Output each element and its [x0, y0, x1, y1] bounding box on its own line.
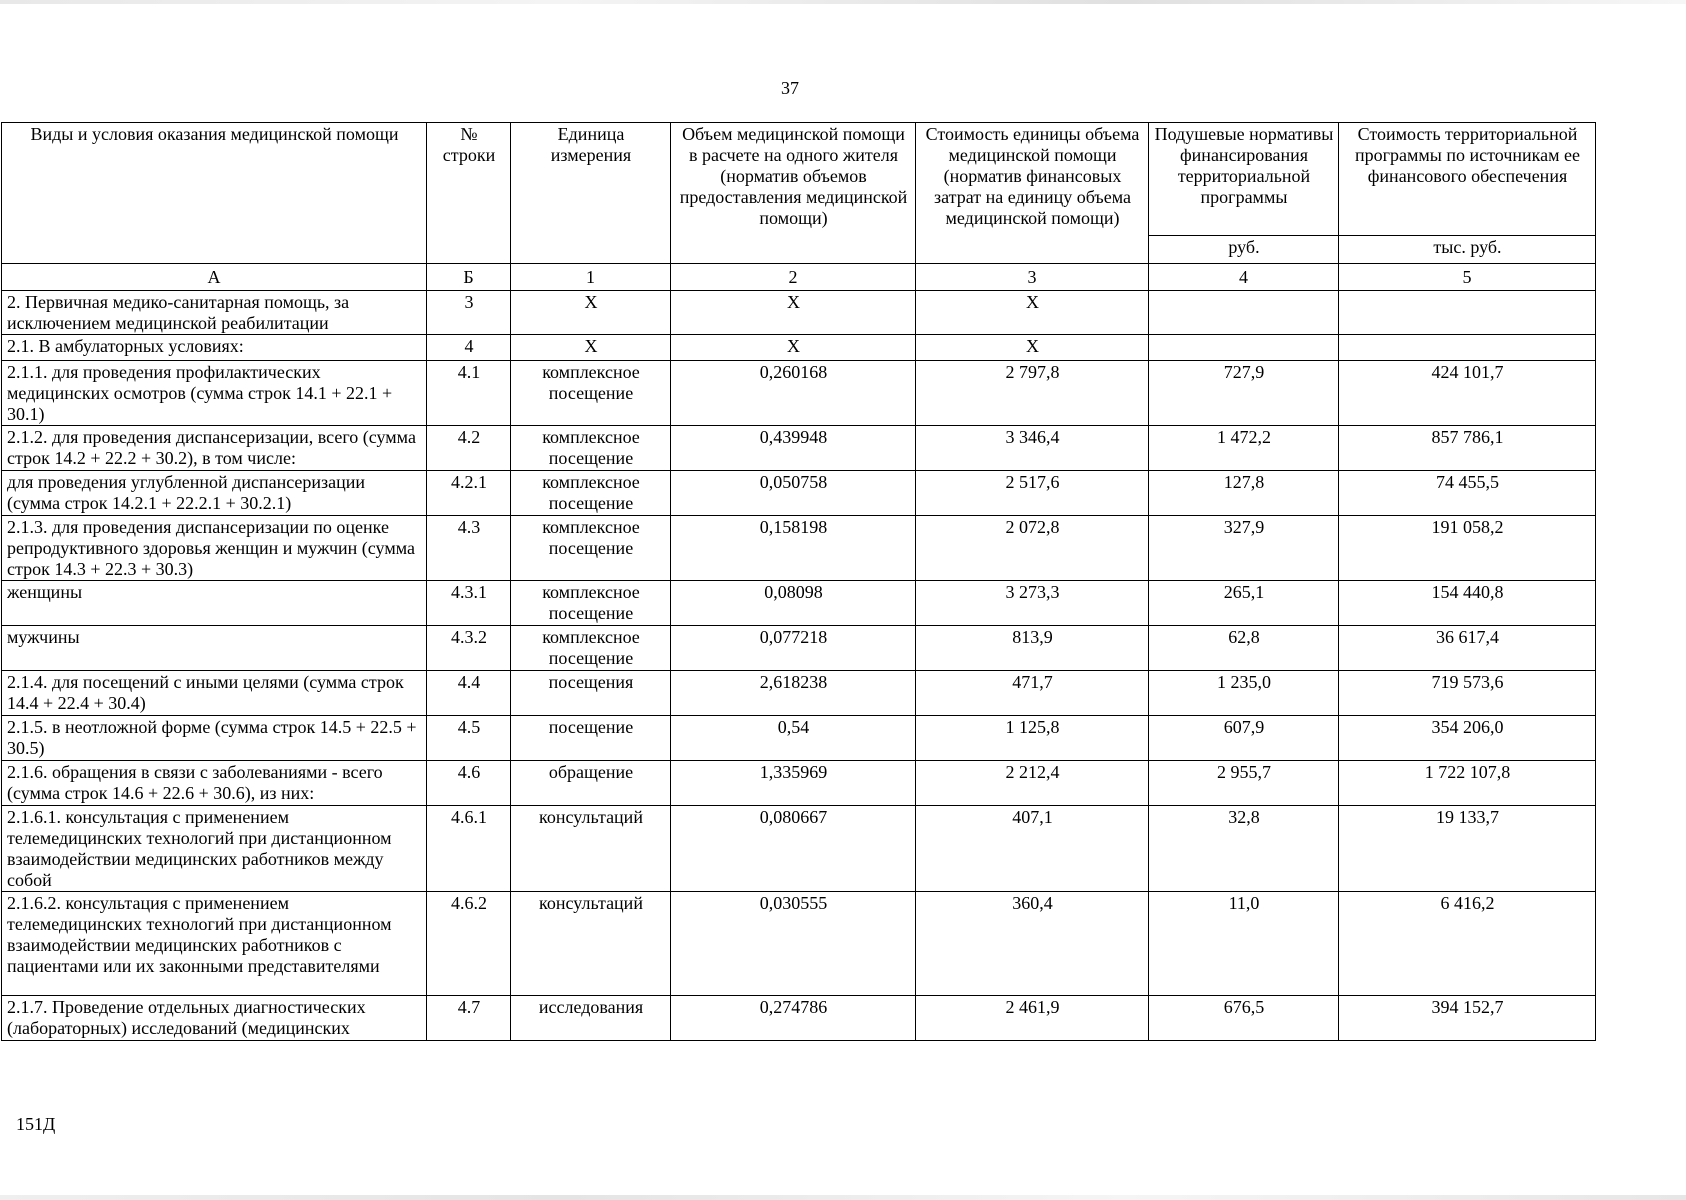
table-row — [2, 671, 1596, 716]
row-per-capita-cell — [1149, 291, 1339, 335]
row-unit-cost-cell: 360,4 — [916, 892, 1149, 996]
row-unit-cell: посещения — [511, 671, 671, 716]
row-volume-cell: 0,030555 — [671, 892, 916, 996]
row-volume-cell: 2,618238 — [671, 671, 916, 716]
row-unit-cost-cell: 813,9 — [916, 626, 1149, 671]
row-per-capita-cell: 327,9 — [1149, 516, 1339, 581]
row-name-cell: 2. Первичная медико-санитарная помощь, за исключением медицинской реабилитации — [2, 291, 427, 335]
scan-edge-bottom — [0, 1195, 1686, 1200]
row-per-capita-cell: 1 472,2 — [1149, 426, 1339, 471]
row-unit-cost-cell: Х — [916, 291, 1149, 335]
table-row — [2, 716, 1596, 761]
header-unit-thousand-rub: тыс. руб. — [1339, 236, 1596, 264]
table-row — [2, 335, 1596, 361]
row-line-number-cell: 4.2.1 — [427, 471, 511, 516]
row-volume-cell: Х — [671, 335, 916, 361]
row-name-cell: 2.1.2. для проведения диспансеризации, всего (сумма строк 14.2 + 22.2 + 30.2), в том числе: — [2, 426, 427, 471]
row-name-cell: 2.1.7. Проведение отдельных диагностических (лабораторных) исследований (медицинских — [2, 996, 427, 1041]
row-total-cell: 154 440,8 — [1339, 581, 1596, 626]
row-volume-cell: 0,54 — [671, 716, 916, 761]
row-volume-cell: Х — [671, 291, 916, 335]
row-per-capita-cell: 676,5 — [1149, 996, 1339, 1041]
header-care-type: Виды и условия оказания медицинской помощи — [2, 123, 427, 264]
row-line-number-cell: 4.7 — [427, 996, 511, 1041]
row-line-number-cell: 4.3.1 — [427, 581, 511, 626]
row-line-number-cell: 4.3.2 — [427, 626, 511, 671]
row-unit-cost-cell: 2 072,8 — [916, 516, 1149, 581]
row-unit-cost-cell: 2 797,8 — [916, 361, 1149, 426]
row-per-capita-cell: 1 235,0 — [1149, 671, 1339, 716]
row-name-cell: 2.1.4. для посещений с иными целями (сумма строк 14.4 + 22.4 + 30.4) — [2, 671, 427, 716]
column-index: А — [2, 264, 427, 291]
table-row — [2, 996, 1596, 1041]
row-per-capita-cell: 727,9 — [1149, 361, 1339, 426]
medical-care-table — [1, 122, 1596, 1041]
table-row — [2, 361, 1596, 426]
row-line-number-cell: 4.6.1 — [427, 806, 511, 892]
footer-code: 151Д — [16, 1114, 56, 1134]
row-total-cell: 1 722 107,8 — [1339, 761, 1596, 806]
column-index: 4 — [1149, 264, 1339, 291]
row-line-number-cell: 4.4 — [427, 671, 511, 716]
scan-edge-top — [0, 0, 1686, 4]
row-unit-cell: консультаций — [511, 806, 671, 892]
row-total-cell: 74 455,5 — [1339, 471, 1596, 516]
table-row — [2, 581, 1596, 626]
row-total-cell: 191 058,2 — [1339, 516, 1596, 581]
row-unit-cell: комплексное посещение — [511, 516, 671, 581]
row-line-number-cell: 3 — [427, 291, 511, 335]
row-unit-cell: исследования — [511, 996, 671, 1041]
row-line-number-cell: 4.2 — [427, 426, 511, 471]
row-name-cell: 2.1.1. для проведения профилактических медицинских осмотров (сумма строк 14.1 + 22.1 + 30.1) — [2, 361, 427, 426]
column-index-row — [2, 264, 1596, 291]
column-index: 1 — [511, 264, 671, 291]
row-unit-cell: посещение — [511, 716, 671, 761]
column-index: 3 — [916, 264, 1149, 291]
row-unit-cell: комплексное посещение — [511, 426, 671, 471]
row-total-cell: 36 617,4 — [1339, 626, 1596, 671]
row-total-cell: 354 206,0 — [1339, 716, 1596, 761]
row-name-cell: 2.1.3. для проведения диспансеризации по оценке репродуктивного здоровья женщин и мужчин (сумма строк 14.3 + 22.3 + 30.3) — [2, 516, 427, 581]
header-unit: Единица измерения — [511, 123, 671, 264]
row-name-cell: 2.1.5. в неотложной форме (сумма строк 14.5 + 22.5 + 30.5) — [2, 716, 427, 761]
row-total-cell — [1339, 291, 1596, 335]
row-total-cell: 857 786,1 — [1339, 426, 1596, 471]
table-row — [2, 426, 1596, 471]
row-per-capita-cell: 2 955,7 — [1149, 761, 1339, 806]
table-row — [2, 516, 1596, 581]
row-volume-cell: 0,08098 — [671, 581, 916, 626]
row-per-capita-cell: 127,8 — [1149, 471, 1339, 516]
row-volume-cell: 1,335969 — [671, 761, 916, 806]
row-unit-cell: консультаций — [511, 892, 671, 996]
row-volume-cell: 0,080667 — [671, 806, 916, 892]
row-line-number-cell: 4.6 — [427, 761, 511, 806]
row-per-capita-cell: 265,1 — [1149, 581, 1339, 626]
row-line-number-cell: 4.3 — [427, 516, 511, 581]
row-unit-cost-cell: 407,1 — [916, 806, 1149, 892]
row-line-number-cell: 4.6.2 — [427, 892, 511, 996]
row-total-cell: 19 133,7 — [1339, 806, 1596, 892]
page-number: 37 — [781, 78, 799, 98]
row-volume-cell: 0,274786 — [671, 996, 916, 1041]
row-unit-cell: обращение — [511, 761, 671, 806]
row-unit-cell: комплексное посещение — [511, 581, 671, 626]
row-line-number-cell: 4.1 — [427, 361, 511, 426]
row-total-cell: 6 416,2 — [1339, 892, 1596, 996]
table-row — [2, 291, 1596, 335]
row-unit-cost-cell: 3 346,4 — [916, 426, 1149, 471]
row-per-capita-cell: 11,0 — [1149, 892, 1339, 996]
column-index: 2 — [671, 264, 916, 291]
table-row — [2, 471, 1596, 516]
row-unit-cost-cell: 471,7 — [916, 671, 1149, 716]
row-name-cell: женщины — [2, 581, 427, 626]
header-per-capita: Подушевые нормативы финансирования территориальной программы — [1149, 123, 1339, 236]
row-unit-cell: Х — [511, 335, 671, 361]
row-line-number-cell: 4 — [427, 335, 511, 361]
row-name-cell: 2.1. В амбулаторных условиях: — [2, 335, 427, 361]
row-line-number-cell: 4.5 — [427, 716, 511, 761]
row-unit-cost-cell: 2 461,9 — [916, 996, 1149, 1041]
header-line-number: № строки — [427, 123, 511, 264]
row-volume-cell: 0,439948 — [671, 426, 916, 471]
row-total-cell — [1339, 335, 1596, 361]
row-unit-cost-cell: 1 125,8 — [916, 716, 1149, 761]
row-name-cell: мужчины — [2, 626, 427, 671]
row-unit-cost-cell: 2 517,6 — [916, 471, 1149, 516]
row-total-cell: 424 101,7 — [1339, 361, 1596, 426]
row-name-cell: 2.1.6.2. консультация с применением телемедицинских технологий при дистанционном взаимодействии медицинских работников с пациентами или их законными представителями — [2, 892, 427, 996]
header-volume: Объем медицинской помощи в расчете на одного жителя (норматив объемов предоставления медицинской помощи) — [671, 123, 916, 264]
table-row — [2, 626, 1596, 671]
column-index: Б — [427, 264, 511, 291]
row-name-cell: 2.1.6. обращения в связи с заболеваниями - всего (сумма строк 14.6 + 22.6 + 30.6), из них: — [2, 761, 427, 806]
row-per-capita-cell: 32,8 — [1149, 806, 1339, 892]
row-per-capita-cell: 607,9 — [1149, 716, 1339, 761]
row-volume-cell: 0,077218 — [671, 626, 916, 671]
row-volume-cell: 0,158198 — [671, 516, 916, 581]
header-program-cost: Стоимость территориальной программы по источникам ее финансового обеспечения — [1339, 123, 1596, 236]
row-per-capita-cell — [1149, 335, 1339, 361]
row-total-cell: 394 152,7 — [1339, 996, 1596, 1041]
table-row — [2, 761, 1596, 806]
table-row — [2, 892, 1596, 996]
row-unit-cell: комплексное посещение — [511, 361, 671, 426]
row-name-cell: для проведения углубленной диспансеризации (сумма строк 14.2.1 + 22.2.1 + 30.2.1) — [2, 471, 427, 516]
row-unit-cost-cell: 3 273,3 — [916, 581, 1149, 626]
row-unit-cost-cell: 2 212,4 — [916, 761, 1149, 806]
header-unit-rub: руб. — [1149, 236, 1339, 264]
row-unit-cell: комплексное посещение — [511, 471, 671, 516]
row-unit-cell: Х — [511, 291, 671, 335]
row-unit-cost-cell: Х — [916, 335, 1149, 361]
row-unit-cell: комплексное посещение — [511, 626, 671, 671]
row-volume-cell: 0,260168 — [671, 361, 916, 426]
table-row — [2, 806, 1596, 892]
row-total-cell: 719 573,6 — [1339, 671, 1596, 716]
row-per-capita-cell: 62,8 — [1149, 626, 1339, 671]
row-volume-cell: 0,050758 — [671, 471, 916, 516]
column-index: 5 — [1339, 264, 1596, 291]
header-unit-cost: Стоимость единицы объема медицинской помощи (норматив финансовых затрат на единицу объема медицинской помощи) — [916, 123, 1149, 264]
row-name-cell: 2.1.6.1. консультация с применением телемедицинских технологий при дистанционном взаимодействии медицинских работников между собой — [2, 806, 427, 892]
